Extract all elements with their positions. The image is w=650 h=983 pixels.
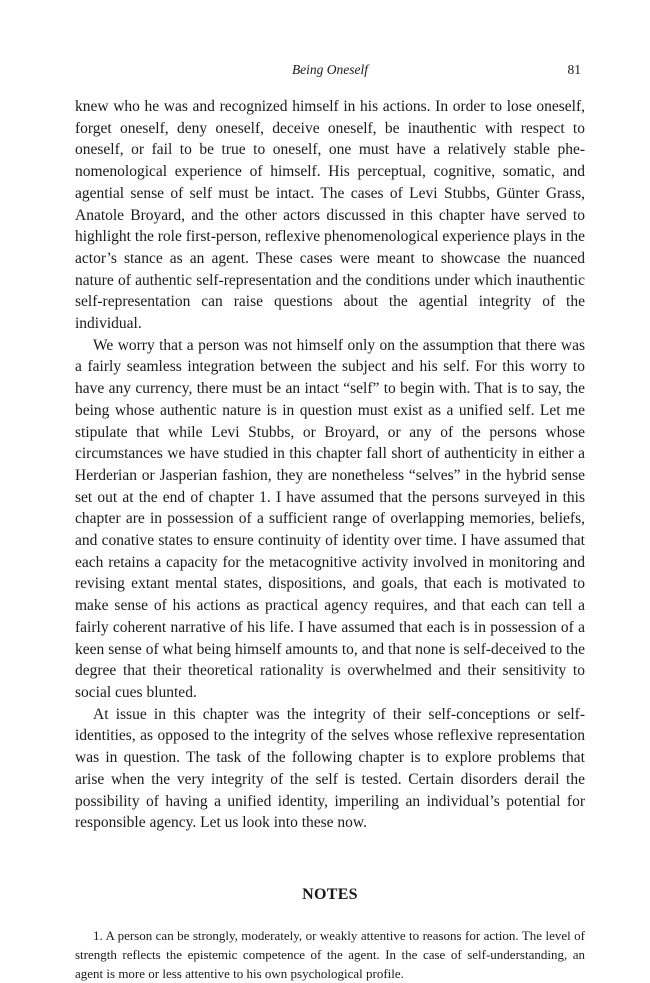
- notes-section: [75, 926, 585, 983]
- body-paragraph: We worry that a person was not himself only on the assumption that there was a fairly seamless integration between the subject and his self. For this worry to have any currency, there must be an intact “self” to begin with. That is to say, the being whose authentic nature is in question must exist as a unified self. Let me stipulate that while Levi Stubbs, or Broyard, or any of the persons whose circumstances we have studied in this chapter fall short of authenticity in either a Herderian or Jasperian fashion, they are nonetheless “selves” in the hybrid sense set out at the end of chapter 1. I have assumed that the persons surveyed in this chapter are in possession of a sufficient range of overlapping memories, beliefs, and conative states to ensure continuity of identity over time. I have assumed that each retains a capacity for the metacognitive activity involved in monitoring and revising extant mental states, dispositions, and goals, that each is motivated to make sense of his actions as practical agency requires, and that each can tell a fairly coherent narrative of his life. I have assumed that each is in possession of a keen sense of what being himself amounts to, and that none is self-deceived to the degree that their theoretical rationality is overwhelmed and their sensitivity to social cues blunted.: [75, 336, 585, 701]
- notes-heading: NOTES: [302, 885, 358, 903]
- body-paragraph: knew who he was and recognized himself in his actions. In order to lose oneself, forget oneself, deny oneself, deceive oneself, be inauthentic with respect to oneself, or fail to be true to oneself, one must have a relatively stable phenomenological experience of himself. His perceptual, cognitive, somatic, and agential sense of self must be intact. The cases of Levi Stubbs, Günter Grass, Anatole Broyard, and the other actors discussed in this chapter have served to highlight the role first-person, reflexive phenomenological experience plays in the actor’s stance as an agent. These cases were meant to showcase the nuanced nature of authentic self-representation and the conditions under which inauthentic self-representation can raise questions about the agential integrity of the individual.: [75, 98, 585, 333]
- body-paragraph: At issue in this chapter was the integrity of their self-conceptions or self-identities, as opposed to the integrity of the selves whose reflexive representation was in question. The task of the following chapter is to explore problems that arise when the very integrity of the self is tested. Certain disorders derail the possibility of having a unified identity, imperiling an individual’s potential for responsible agency. Let us look into these now.: [75, 705, 585, 832]
- footnote: 1. A person can be strongly, moderately, or weakly attentive to reasons for action. The level of strength reflects the epistemic competence of the agent. In the case of self-understanding, an agent is more or less attentive to his own psychological profile.: [75, 927, 585, 981]
- book-page: [75, 56, 585, 983]
- running-head: [75, 56, 585, 80]
- page-number: 81: [567, 62, 581, 77]
- body-text: [75, 96, 585, 834]
- running-title: Being Oneself: [291, 62, 369, 77]
